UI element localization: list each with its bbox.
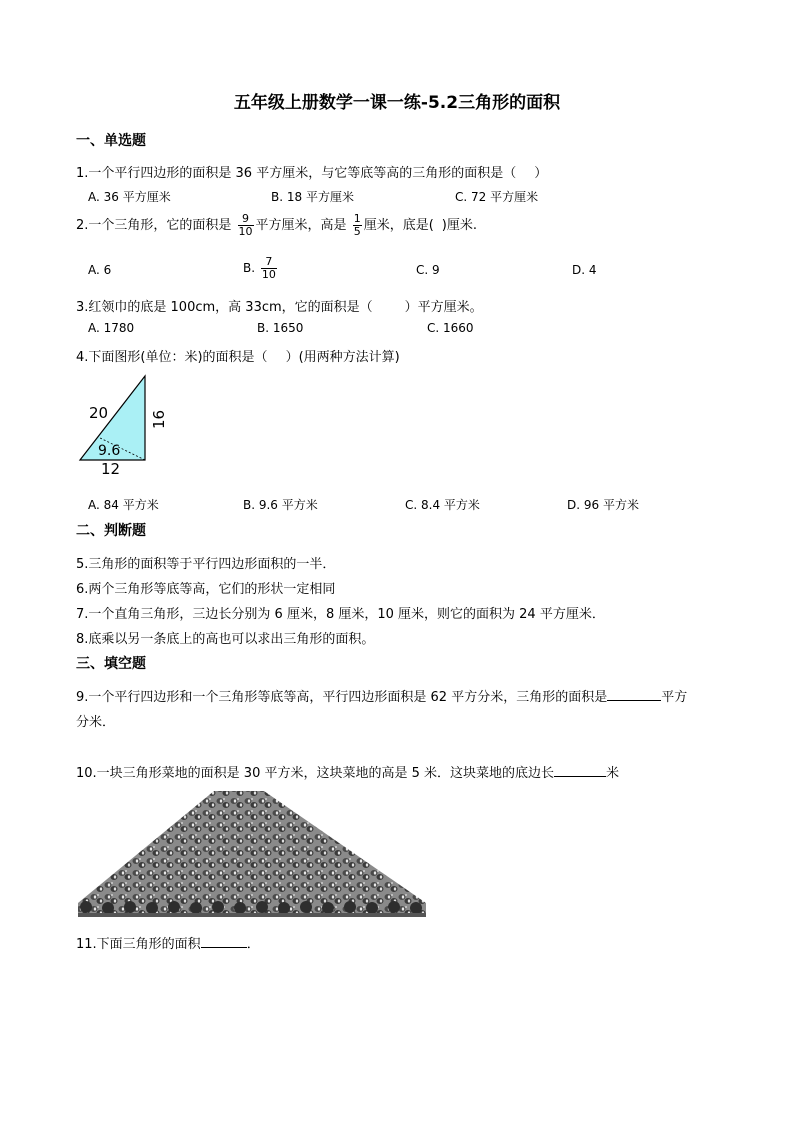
q4-option-b[interactable]: B. 9.6 平方米 xyxy=(243,498,318,512)
label-base: 12 xyxy=(101,460,121,478)
label-hypotenuse: 20 xyxy=(89,404,109,422)
question-2-text-1: 2.一个三角形，它的面积是 xyxy=(76,218,232,233)
section-heading-true-false: 二、判断题 xyxy=(76,523,146,539)
question-3-text: 3.红领巾的底是 100cm，高 33cm，它的面积是（ xyxy=(76,300,373,315)
question-10-text: 10.一块三角形菜地的面积是 30 平方米，这块菜地的高是 5 米．这块菜地的底边长 xyxy=(76,766,555,781)
option-label: B. xyxy=(243,261,256,275)
question-1-close: ） xyxy=(534,166,548,181)
fraction-9-10 xyxy=(238,213,254,238)
fraction-denominator: 10 xyxy=(261,268,276,281)
question-4 xyxy=(76,346,400,365)
answer-blank[interactable] xyxy=(554,764,606,777)
q1-option-b[interactable]: B. 18 平方厘米 xyxy=(271,190,354,204)
question-7: 7.一个直角三角形，三边长分别为 6 厘米，8 厘米，10 厘米，则它的面积为 24 平方厘米． xyxy=(76,607,605,622)
fraction-denominator: 10 xyxy=(238,225,253,238)
q1-option-a[interactable]: A. 36 平方厘米 xyxy=(88,190,171,204)
question-9-text: 9.一个平行四边形和一个三角形等底等高，平行四边形面积是 62 平方分米，三角形的面积是 xyxy=(76,690,608,705)
answer-blank[interactable] xyxy=(201,935,247,948)
fraction-numerator: 7 xyxy=(261,256,277,269)
fraction-1-5 xyxy=(353,213,362,238)
fraction-denominator: 5 xyxy=(353,225,361,238)
section-heading-fill-blank: 三、填空题 xyxy=(76,656,146,672)
question-4-text: 4.下面图形(单位：米)的面积是（ xyxy=(76,350,268,365)
right-triangle-figure xyxy=(70,370,180,478)
vegetable-field-image xyxy=(76,785,428,921)
question-2-text-3: 厘米，底是( xyxy=(363,218,434,233)
fraction-numerator: 1 xyxy=(353,212,361,225)
question-3 xyxy=(76,296,483,315)
q4-option-a[interactable]: A. 84 平方米 xyxy=(88,498,159,512)
question-9-line-1 xyxy=(76,686,687,705)
question-9-line-2: 分米． xyxy=(76,715,116,730)
q4-option-d[interactable]: D. 96 平方米 xyxy=(567,498,639,512)
question-2 xyxy=(76,213,477,238)
q3-option-b[interactable]: B. 1650 xyxy=(257,321,304,335)
answer-blank[interactable] xyxy=(607,688,661,701)
question-5: 5.三角形的面积等于平行四边形面积的一半． xyxy=(76,557,336,572)
q2-option-c[interactable]: C. 9 xyxy=(416,263,440,277)
q3-option-c[interactable]: C. 1660 xyxy=(427,321,474,335)
q4-option-c[interactable]: C. 8.4 平方米 xyxy=(405,498,480,512)
question-2-text-2: 平方厘米，高是 xyxy=(255,218,347,233)
page-title: 五年级上册数学一课一练-5.2三角形的面积 xyxy=(233,93,561,113)
question-2-text-4: )厘米. xyxy=(441,218,477,233)
question-1-text: 1.一个平行四边形的面积是 36 平方厘米，与它等底等高的三角形的面积是（ xyxy=(76,166,517,181)
fraction-numerator: 9 xyxy=(238,213,254,226)
fraction-7-10 xyxy=(261,256,277,281)
question-11-close: ． xyxy=(246,937,260,952)
question-3-close: ）平方厘米。 xyxy=(404,300,483,315)
q3-option-a[interactable]: A. 1780 xyxy=(88,321,135,335)
label-vertical-side: 16 xyxy=(150,409,168,429)
question-10 xyxy=(76,762,619,781)
question-4-close: ）(用两种方法计算) xyxy=(285,350,400,365)
question-8: 8.底乘以另一条底上的高也可以求出三角形的面积。 xyxy=(76,632,375,647)
q2-option-a[interactable]: A. 6 xyxy=(88,263,112,277)
question-10-unit: 米 xyxy=(606,766,620,781)
question-1 xyxy=(76,162,547,181)
section-heading-single-choice: 一、单选题 xyxy=(76,133,146,149)
q2-option-b[interactable] xyxy=(243,256,279,281)
q2-option-d[interactable]: D. 4 xyxy=(572,263,597,277)
label-altitude: 9.6 xyxy=(98,443,121,459)
question-9-unit: 平方 xyxy=(661,690,688,705)
field-foliage xyxy=(78,791,426,915)
q1-option-c[interactable]: C. 72 平方厘米 xyxy=(455,190,539,204)
question-11 xyxy=(76,933,260,952)
question-11-text: 11.下面三角形的面积 xyxy=(76,937,201,952)
question-6: 6.两个三角形等底等高，它们的形状一定相同 xyxy=(76,582,336,597)
